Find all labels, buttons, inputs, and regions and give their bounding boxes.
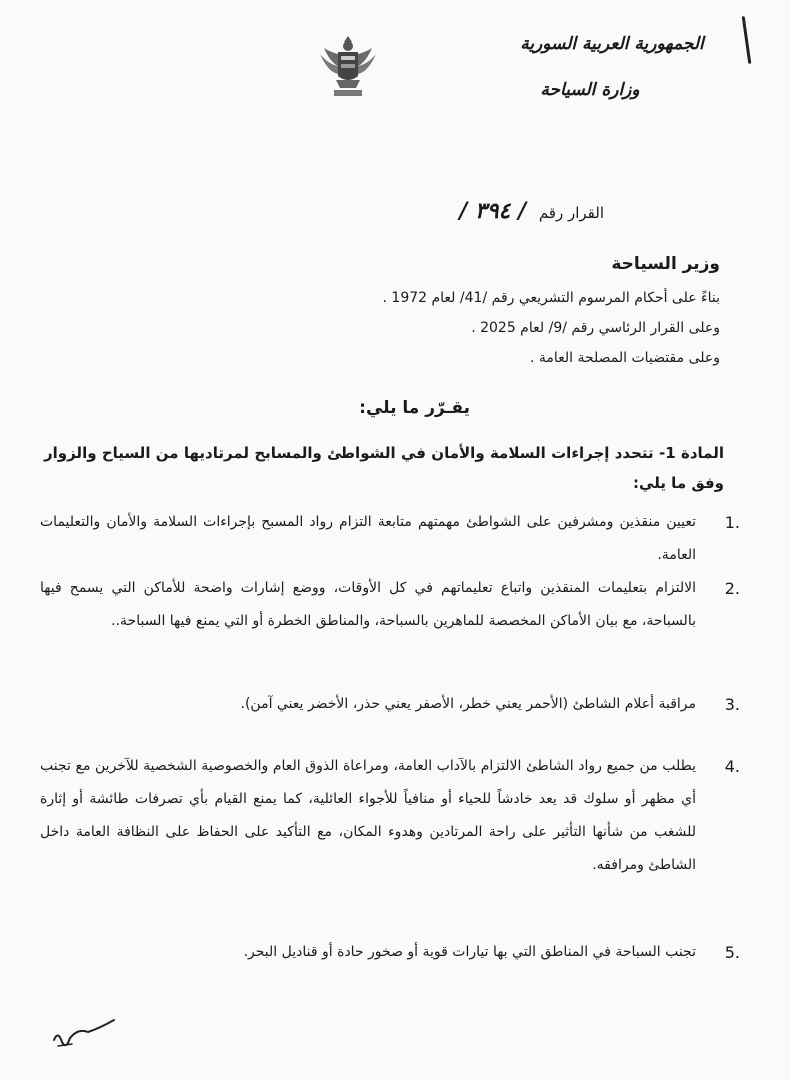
signature-icon — [48, 1010, 120, 1054]
decision-number-line — [459, 198, 604, 224]
decision-number: / ٣٩٤ / — [459, 198, 527, 224]
preamble-line: وعلى مقتضيات المصلحة العامة . — [529, 350, 720, 366]
decides-heading: يقـرّر ما يلي: — [359, 398, 470, 418]
list-item — [40, 688, 740, 750]
item-text: الالتزام بتعليمات المنقذين واتباع تعليماتهم في كل الأوقات، ووضع إشارات واضحة للأماكن التي يسمح فيها بالسباحة، مع بيان الأماكن المخصصة للماهرين بالسباحة، والمناطق الخطرة أو التي يمنع فيها السباحة.. — [40, 580, 696, 629]
ministry-name: وزارة السياحة — [540, 80, 640, 100]
preamble-line: بناءً على أحكام المرسوم التشريعي رقم /41/ لعام 1972 . — [382, 290, 720, 306]
article-1: المادة 1- تتحدد إجراءات السلامة والأمان في الشواطئ والمسابح لمرتاديها من السياح والزوار وفق ما يلي: — [44, 444, 724, 492]
item-number: .3 — [724, 695, 740, 714]
list-item — [40, 750, 740, 936]
issuer-title: وزير السياحة — [611, 254, 720, 274]
item-number: .5 — [724, 943, 740, 962]
item-number: .1 — [724, 513, 740, 532]
item-text: يطلب من جميع رواد الشاطئ الالتزام بالآداب العامة، ومراعاة الذوق العام والخصوصية الشخصية للآخرين مع تجنب أي مظهر أو سلوك قد يعد خادشاً للحياء أو منافياً للأجواء العائلية، كما يمنع القيام بأي تصرفات طائشة أو إثارة للشغب من شأنها التأثير على راحة المرتادين وهدوء المكان، مع التأكيد على الحفاظ على النظافة العامة داخل الشاطئ ومرافقه. — [40, 758, 696, 873]
item-number: .4 — [724, 757, 740, 776]
margin-pen-mark — [742, 16, 752, 64]
eagle-emblem-icon — [316, 32, 380, 100]
list-item — [40, 572, 740, 688]
republic-name: الجمهورية العربية السورية — [520, 34, 704, 54]
measures-list — [40, 506, 740, 969]
item-text: مراقبة أعلام الشاطئ (الأحمر يعني خطر، الأصفر يعني حذر، الأخضر يعني آمن). — [240, 696, 696, 712]
item-text: تجنب السباحة في المناطق التي بها تيارات قوية أو صخور حادة أو قناديل البحر. — [243, 944, 696, 960]
list-item — [40, 506, 740, 572]
letterhead — [512, 34, 712, 100]
list-item — [40, 936, 740, 969]
decision-label: القرار رقم — [538, 204, 604, 222]
item-number: .2 — [724, 579, 740, 598]
preamble-line: وعلى القرار الرئاسي رقم /9/ لعام 2025 . — [471, 320, 720, 336]
item-text: تعيين منقذين ومشرفين على الشواطئ مهمتهم متابعة التزام رواد المسبح بإجراءات السلامة والأمان والتعليمات العامة. — [40, 514, 696, 563]
